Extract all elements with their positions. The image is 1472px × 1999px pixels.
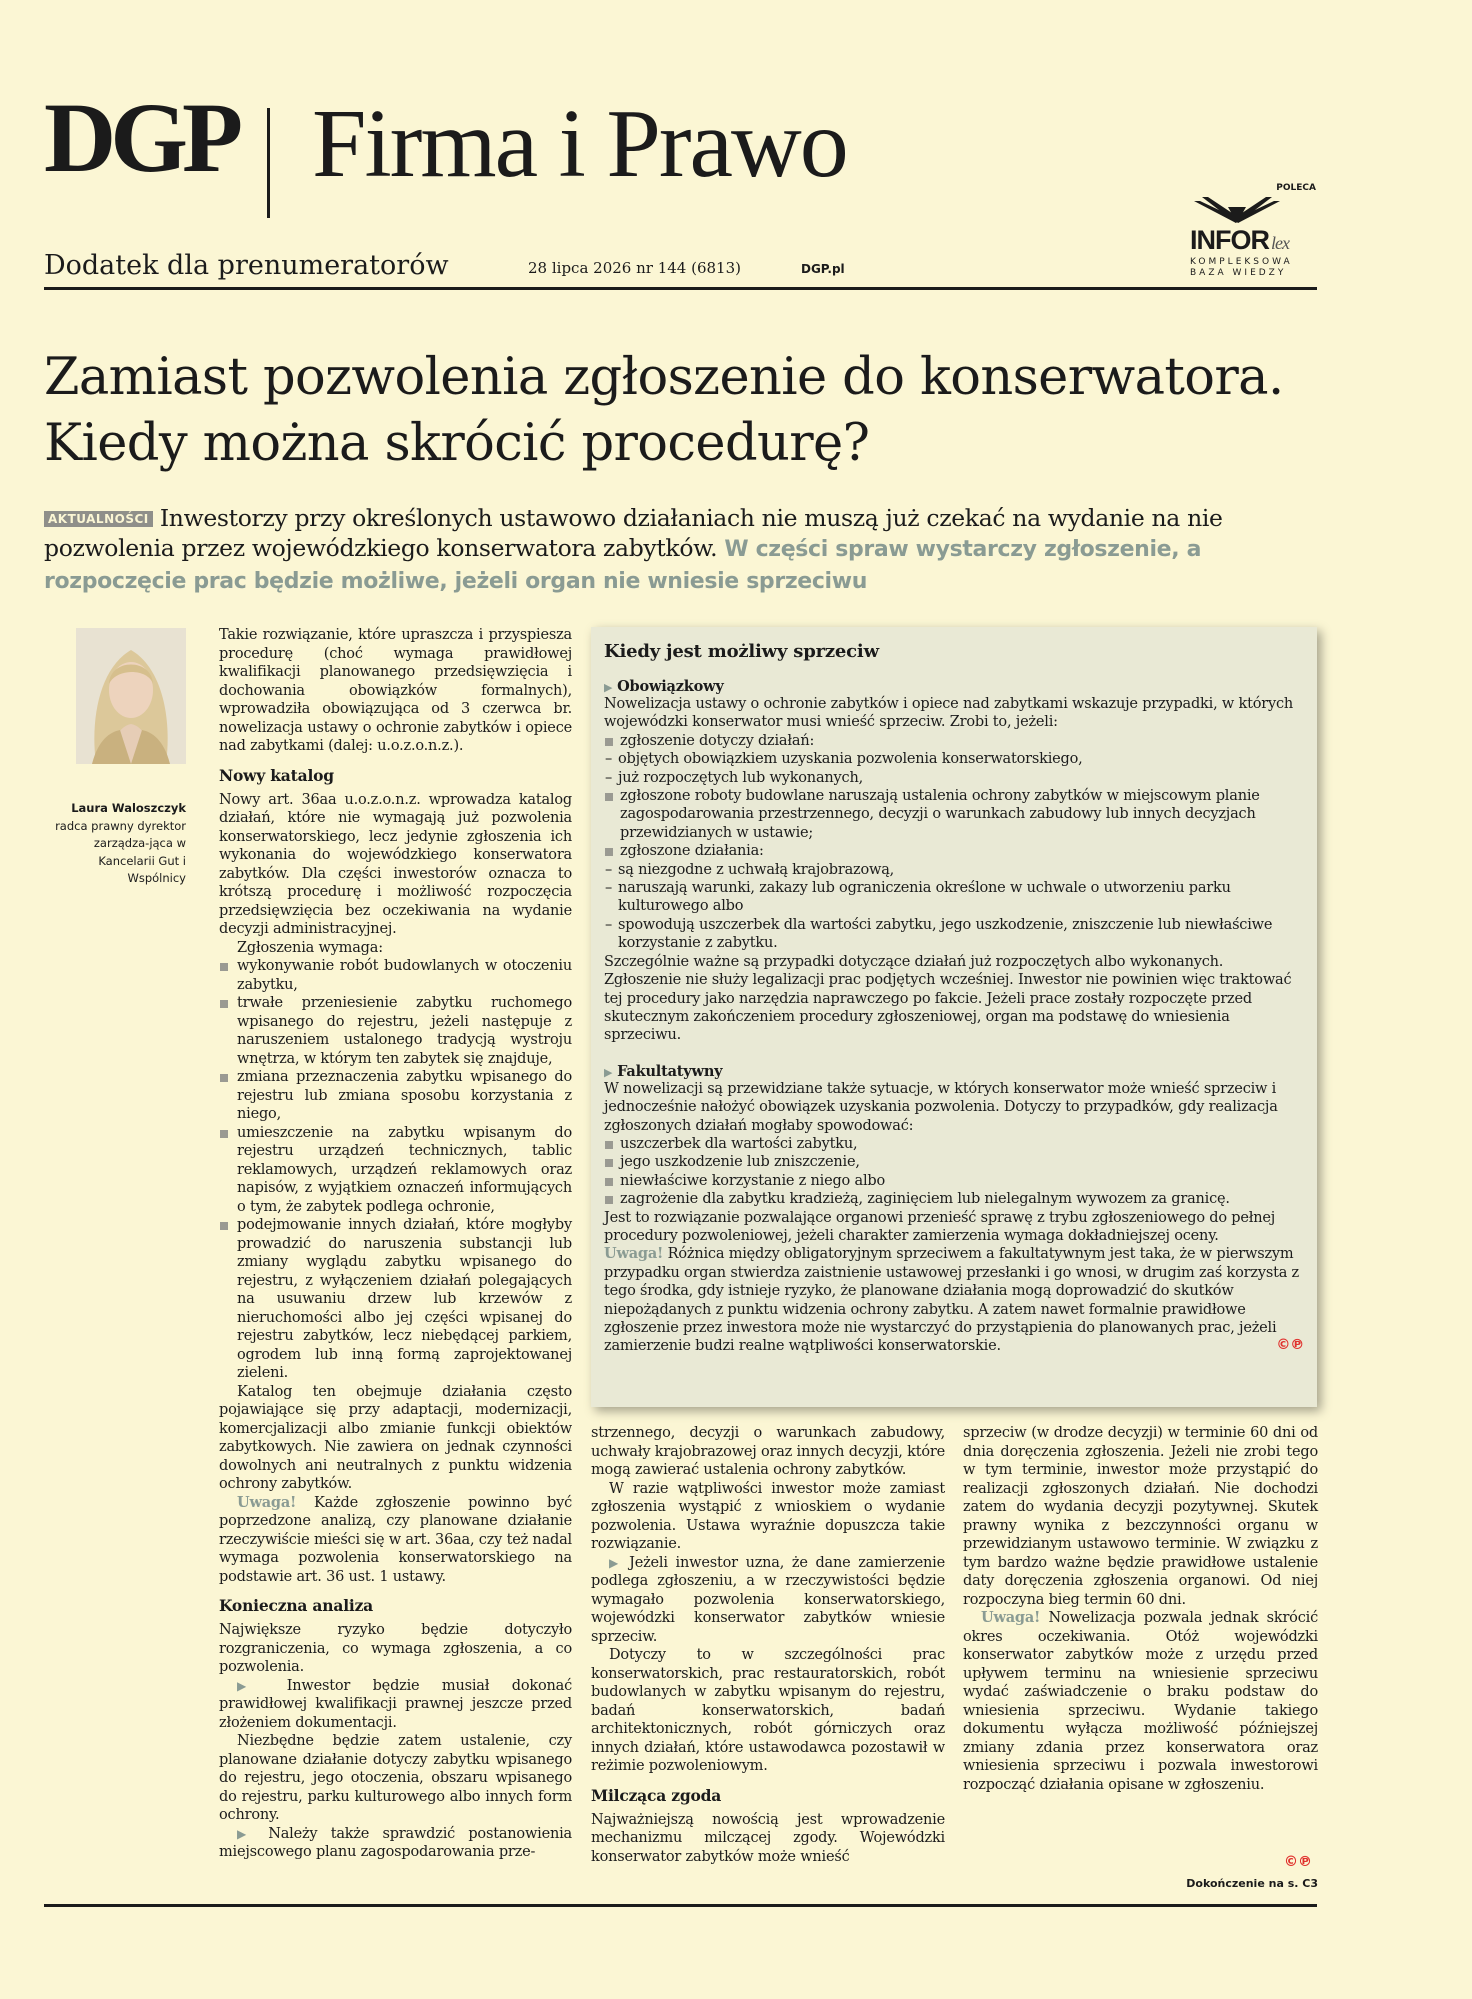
list-item: uszczerbek dla wartości zabytku, (604, 1135, 1304, 1153)
list-item: – już rozpoczętych lub wykonanych, (604, 769, 1304, 787)
supplement-subtitle: Dodatek dla prenumeratorów (44, 250, 449, 281)
arrow-icon: ▶ (609, 1555, 622, 1570)
list-item: umieszczenie na zabytku wpisanym do rejestru urządzeń technicznych, tablic reklamowych, urządzeń reklamowych oraz napisów, z wyjątkiem oznaczeń informujących o tym, że zabytek podlega ochronie, (219, 1124, 572, 1217)
list-item: – objętych obowiązkiem uzyskania pozwolenia konserwatorskiego, (604, 750, 1304, 768)
list-item: zgłoszone działania: (604, 842, 1304, 860)
arrow-icon: ▶ (604, 1065, 613, 1079)
subhead-konieczna-analiza: Konieczna analiza (219, 1596, 374, 1615)
sidebar-box: Kiedy jest możliwy sprzeciw ▶ Obowiązkowy Nowelizacja ustawy o ochronie zabytków i opiece nad zabytkami wskazuje przypadki, w których wojewódzki konserwator musi wnieść sprzeciw. Zrobi to, jeżeli: zgłoszenie dotyczy działań: – objętych obowiązkiem uzyskania pozwolenia konserwatorskiego, – już rozpoczętych lub wykonanych, zgłoszone roboty budowlane naruszają ustalenia ochrony zabytków w miejscowym planie zagospodarowania przestrzennego, decyzji o warunkach zabudowy lub innych decyzjach przewidzianych w ustawie; zgłoszone działania: – są niezgodne z uchwałą krajobrazową, – naruszają warunki, zakazy lub ograniczenia określone w uchwale o utworzeniu parku kulturowego albo – spowodują uszczerbek dla wartości zabytku, jego uszkodzenie, zniszczenie lub niewłaściwe korzystanie z zabytku. Szczególnie ważne są przypadki dotyczące działań już rozpoczętych albo wykonanych. Zgłoszenie nie służy legalizacji prac podjętych wcześniej. Inwestor nie powinien więc traktować tej procedury jako narzędzia naprawczego po fakcie. Jeżeli prace zostały rozpoczęte przed skutecznym zakończeniem procedury zgłoszeniowej, organ ma podstawę do wniesienia sprzeciwu. ▶ Fakultatywny W nowelizacji są przewidziane także sytuacje, w których konserwator może wnieść sprzeciw i jednocześnie nałożyć obowiązek uzyskania pozwolenia. Dotyczy to przypadków, gdy realizacja zgłoszonych działań mogłaby spowodować: uszczerbek dla wartości zabytku, jego uszkodzenie lub zniszczenie, niewłaściwe korzystanie z niego albo zagrożenie dla zabytku kradzieżą, zaginięciem lub nielegalnym wywozem za granicę. Jest to rozwiązanie pozwalające organowi przenieść sprawę z trybu zgłoszeniowego do pełnej procedury pozwoleniowej, jeżeli charakter zamierzenia wymaga dokładniejszej oceny. Uwaga! Różnica między obligatoryjnym sprzeciwem a fakultatywnym jest taka, że w pierwszym przypadku organ stwierdza zaistnienie ustawowej przesłanki i go wnosi, w drugim zaś korzysta z tego środka, gdy istnieje ryzyko, że planowane działania mogą doprowadzić do skutków niepożądanych z punktu widzenia ochrony zabytku. A zatem nawet formalnie prawidłowe zgłoszenie przez inwestora może nie wystarczyć do przystąpienia do planowanych prac, jeżeli zamierzenie budzi realne wątpliwości konserwatorskie. ©℗ (591, 627, 1317, 1407)
list-item: trwałe przeniesienie zabytku ruchomego wpisanego do rejestru, jeżeli następuje z naruszeniem ustalonego tradycją wystroju wnętrza, w którym ten zabytek się znajduje, (219, 994, 572, 1068)
article-column-3: sprzeciw (w drodze decyzji) w terminie 60 dni od dnia doręczenia zgłoszenia. Jeżeli nie zrobi tego w tym terminie, inwestor może przystąpić do realizacji zgłoszonych działań. Nie dochodzi zatem do wydania decyzji pozytywnej. Skutek prawny wynika z bezczynności organu w przewidzianym ustawowo terminie. W związku z tym bardzo ważne będzie prawidłowe ustalenie daty doręczenia zgłoszenia organowi. Od niej rozpoczyna bieg termin 60 dni. Uwaga! Nowelizacja pozwala jednak skrócić okres oczekiwania. Otóż wojewódzki konserwator zabytków może z urzędu przed upływem terminu na wniesienie sprzeciwu wydać zaświadczenie o braku podstaw do wniesienia sprzeciwu. Wydanie takiego dokumentu wyłącza możliwość późniejszej zmiany zdania przez konserwatora oraz wniesienia sprzeciwu i pozwala inwestorowi rozpocząć działania opisane w zgłoszeniu. (963, 1425, 1318, 1793)
list-item: zgłoszenie dotyczy działań: (604, 732, 1304, 750)
article-column-1: Takie rozwiązanie, które upraszcza i przyspiesza procedurę (choć wymaga prawidłowej kwalifikacji planowanego przedsięwzięcia i dochowania obowiązków formalnych), wprowadziła obowiązująca od 3 czerwca br. nowelizacja ustawy o ochronie zabytków i opiece nad zabytkami (dalej: u.o.z.o.n.z.). Nowy katalog Nowy art. 36aa u.o.z.o.n.z. wprowadza katalog działań, które nie wymagają już pozwolenia konserwatorskiego, lecz jedynie zgłoszenia ich wykonania do wojewódzkiego konserwatora zabytków. Dla części inwestorów oznacza to krótszą procedurę i możliwość rozpoczęcia przedsięwzięcia bez oczekiwania na wydanie decyzji administracyjnej. Zgłoszenia wymaga: wykonywanie robót budowlanych w otoczeniu zabytku, trwałe przeniesienie zabytku ruchomego wpisanego do rejestru, jeżeli następuje z naruszeniem ustalonego tradycją wystroju wnętrza, w którym ten zabytek się znajduje, zmiana przeznaczenia zabytku wpisanego do rejestru lub zmiana sposobu korzystania z niego, umieszczenie na zabytku wpisanym do rejestru urządzeń technicznych, tablic reklamowych, urządzeń reklamowych oraz napisów, z wyjątkiem oznaczeń informujących o tym, że zabytek podlega ochronie, podejmowanie innych działań, które mogłyby prowadzić do naruszenia substancji lub zmiany wyglądu zabytku wpisanego do rejestru, z wyłączeniem działań polegających na usuwaniu drzew lub krzewów z nieruchomości albo jej części wpisanej do rejestru zabytków, lecz niebędącej parkiem, ogrodem lub inną formą zaprojektowanej zieleni. Katalog ten obejmuje działania często pojawiające się przy adaptacji, modernizacji, komercjalizacji albo zmianie funkcji obiektów zabytkowych. Nie zawiera on jednak czynności dowolnych ani neutralnych z punktu widzenia ochrony zabytków. Uwaga! Każde zgłoszenie powinno być poprzedzone analizą, czy planowane działanie rzeczywiście mieści się w art. 36aa, czy też nadal wymaga pozwolenia konserwatorskiego na podstawie art. 36 ust. 1 ustawy. Konieczna analiza Największe ryzyko będzie dotyczyło rozgraniczenia, co wymaga zgłoszenia, a co pozwolenia. ▶ Inwestor będzie musiał dokonać prawidłowej kwalifikacji prawnej jeszcze przed złożeniem dokumentacji. Niezbędne będzie zatem ustalenie, czy planowane działanie dotyczy zabytku wpisanego do rejestru, jego otoczenia, obszaru wpisanego do rejestru, parku kulturowego albo innych form ochrony. ▶ Należy także sprawdzić postanowienia miejscowego planu zagospodarowania prze- (219, 627, 572, 1860)
article-column-2: strzennego, decyzji o warunkach zabudowy, uchwały krajobrazowej oraz innych decyzji, które mogą zawierać ustalenia ochrony zabytków. W razie wątpliwości inwestor może zamiast zgłoszenia wystąpić z wnioskiem o wydanie pozwolenia. Ustawa wyraźnie dopuszcza takie rozwiązanie. ▶ Jeżeli inwestor uzna, że dane zamierzenie podlega zgłoszeniu, a w rzeczywistości będzie wymagało pozwolenia konserwatorskiego, wojewódzki konserwator zabytków wniesie sprzeciw. Dotyczy to w szczególności prac konserwatorskich, prac restauratorskich, robót budowlanych w zabytku wpisanym do rejestru, badań konserwatorskich, badań architektonicznych, robót górniczych oraz innych działań, które ustawodawca pozostawił w reżimie pozwoleniowym. Milcząca zgoda Najważniejszą nowością jest wprowadzenie mechanizmu milczącej zgody. Wojewódzki konserwator zabytków może wnieść (591, 1425, 945, 1865)
uwaga-label: Uwaga! (237, 1493, 297, 1511)
footer-rule (44, 1904, 1317, 1907)
continued-note: Dokończenie na s. C3 (1186, 1877, 1318, 1890)
uwaga-label: Uwaga! (981, 1609, 1041, 1626)
section-title: Firma i Prawo (312, 90, 847, 198)
arrow-icon: ▶ (237, 1678, 265, 1693)
notification-list (219, 957, 572, 1383)
article-lead: AKTUALNOŚCI Inwestorzy przy określonych ustawowo działaniach nie muszą już czekać na wydanie na nie pozwolenia przez wojewódzkiego konserwatora zabytków. W części spraw wystarczy zgłoszenie, a rozpoczęcie prac będzie możliwe, jeżeli organ nie wniesie sprzeciwu (44, 504, 1223, 594)
subhead-nowy-katalog: Nowy katalog (219, 765, 334, 785)
infor-wordmark: INFOR lex (1190, 225, 1289, 255)
list-item: niewłaściwe korzystanie z niego albo (604, 1172, 1304, 1190)
list-item: – spowodują uszczerbek dla wartości zabytku, jego uszkodzenie, zniszczenie lub niewłaściwe korzystanie z zabytku. (604, 916, 1304, 953)
box-subhead-fakultatywny: ▶ Fakultatywny (604, 1062, 723, 1080)
author-name: Laura Waloszczyk (71, 801, 186, 815)
poleca-label: POLECA (1276, 183, 1316, 193)
subhead-milczaca-zgoda: Milcząca zgoda (591, 1785, 722, 1805)
copyright-mark: ©℗ (1284, 1854, 1312, 1870)
lead-highlight: W części spraw wystarczy zgłoszenie, a rozpoczęcie prac będzie możliwe, jeżeli organ nie wniesie sprzeciwu (44, 537, 1202, 594)
author-photo (76, 628, 186, 764)
arrow-icon: ▶ (604, 681, 613, 694)
box-title: Kiedy jest możliwy sprzeciw (604, 641, 879, 662)
copyright-mark: ©℗ (1276, 1337, 1304, 1354)
arrow-icon: ▶ (237, 1826, 255, 1841)
issue-dateline: 28 lipca 2026 nr 144 (6813) (528, 259, 741, 277)
masthead-divider (267, 108, 270, 218)
masthead-brand: DGP (44, 82, 238, 193)
list-item: – naruszają warunki, zakazy lub ograniczenia określone w uchwale o utworzeniu parku kulturowego albo (604, 879, 1304, 916)
list-item: zagrożenie dla zabytku kradzieżą, zaginięciem lub nielegalnym wywozem za granicę. (604, 1190, 1304, 1208)
uwaga-label: Uwaga! (604, 1245, 664, 1263)
box-subhead-obowiazkowy: ▶ Obowiązkowy (604, 678, 724, 695)
infor-tagline: KOMPLEKSOWA BAZA WIEDZY (1190, 257, 1293, 278)
infor-lex-logo (1188, 183, 1318, 283)
list-item: zmiana przeznaczenia zabytku wpisanego do rejestru lub zmiana sposobu korzystania z niego, (219, 1068, 572, 1124)
list-item: wykonywanie robót budowlanych w otoczeniu zabytku, (219, 957, 572, 994)
category-tag: AKTUALNOŚCI (44, 511, 153, 527)
author-byline (44, 800, 186, 888)
article-headline: Zamiast pozwolenia zgłoszenie do konserwatora. Kiedy można skrócić procedurę? (44, 348, 1284, 473)
wings-icon (1192, 197, 1282, 225)
masthead-rule (44, 287, 1317, 290)
website-link[interactable]: DGP.pl (801, 262, 845, 276)
author-role: radca prawny dyrektor zarządza-jąca w Kancelarii Gut i Wspólnicy (55, 818, 186, 885)
list-item: zgłoszone roboty budowlane naruszają ustalenia ochrony zabytków w miejscowym planie zagospodarowania przestrzennego, decyzji o warunkach zabudowy lub innych decyzjach przewidzianych w ustawie; (604, 787, 1304, 842)
list-item: jego uszkodzenie lub zniszczenie, (604, 1153, 1304, 1171)
list-item: – są niezgodne z uchwałą krajobrazową, (604, 861, 1304, 879)
list-item: podejmowanie innych działań, które mogłyby prowadzić do naruszenia substancji lub zmiany wyglądu zabytku wpisanego do rejestru, z wyłączeniem działań polegających na usuwaniu drzew lub krzewów z nieruchomości albo jej części wpisanej do rejestru zabytków, lecz niebędącej parkiem, ogrodem lub inną formą zaprojektowanej zieleni. (219, 1216, 572, 1383)
